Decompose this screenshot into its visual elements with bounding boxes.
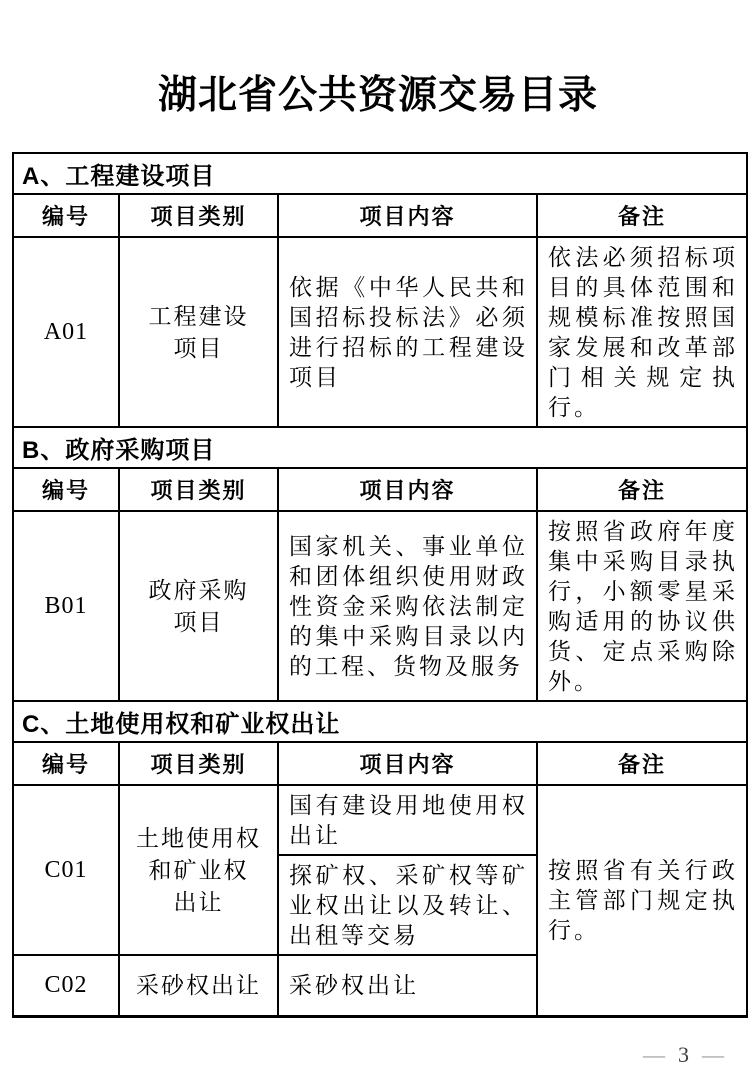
column-header-content: 项目内容 [278,194,537,237]
row-a01-category: 工程建设 项目 [119,237,278,427]
column-header-category: 项目类别 [119,742,278,785]
page-number: 3 [678,1042,689,1067]
row-c01-code: C01 [13,785,119,955]
table-row-c01-sub1 [13,785,747,855]
column-header-category: 项目类别 [119,194,278,237]
column-header-note: 备注 [537,468,747,511]
column-header-note: 备注 [537,742,747,785]
column-header-note: 备注 [537,194,747,237]
column-header-content: 项目内容 [278,742,537,785]
footer-dash-left: — [643,1042,665,1067]
column-header-code: 编号 [13,468,119,511]
row-b01-content: 国家机关、事业单位和团体组织使用财政性资金采购依法制定的集中采购目录以内的工程、货物及服务 [278,511,537,701]
row-c02-code: C02 [13,955,119,1016]
section-b-row [13,427,747,468]
row-c01-c02-note: 按照省有关行政主管部门规定执行。 [537,785,747,1016]
row-c01-content-2: 探矿权、采矿权等矿业权出让以及转让、出租等交易 [278,855,537,955]
section-b-header-row [13,468,747,511]
footer-dash-right: — [702,1042,724,1067]
section-c-heading: C、土地使用权和矿业权出让 [13,701,747,742]
row-b01-note: 按照省政府年度集中采购目录执行，小额零星采购适用的协议供货、定点采购除外。 [537,511,747,701]
section-a-header-row [13,194,747,237]
column-header-category: 项目类别 [119,468,278,511]
section-a-row [13,153,747,194]
column-header-code: 编号 [13,194,119,237]
row-c02-content: 采砂权出让 [278,955,537,1016]
row-b01-code: B01 [13,511,119,701]
section-a-heading: A、工程建设项目 [13,153,747,194]
row-a01-content: 依据《中华人民共和国招标投标法》必须进行招标的工程建设项目 [278,237,537,427]
row-a01-code: A01 [13,237,119,427]
table-row-a01 [13,237,747,427]
page-footer [643,1042,724,1068]
row-c02-category: 采砂权出让 [119,955,278,1016]
row-c01-category: 土地使用权 和矿业权 出让 [119,785,278,955]
catalog-table [12,152,748,1018]
column-header-code: 编号 [13,742,119,785]
table-row-b01 [13,511,747,701]
row-a01-note: 依法必须招标项目的具体范围和规模标准按照国家发展和改革部门相关规定执行。 [537,237,747,427]
column-header-content: 项目内容 [278,468,537,511]
section-c-row [13,701,747,742]
row-b01-category: 政府采购 项目 [119,511,278,701]
page-title: 湖北省公共资源交易目录 [157,74,598,117]
section-b-heading: B、政府采购项目 [13,427,747,468]
row-c01-content-1: 国有建设用地使用权出让 [278,785,537,855]
section-c-header-row [13,742,747,785]
